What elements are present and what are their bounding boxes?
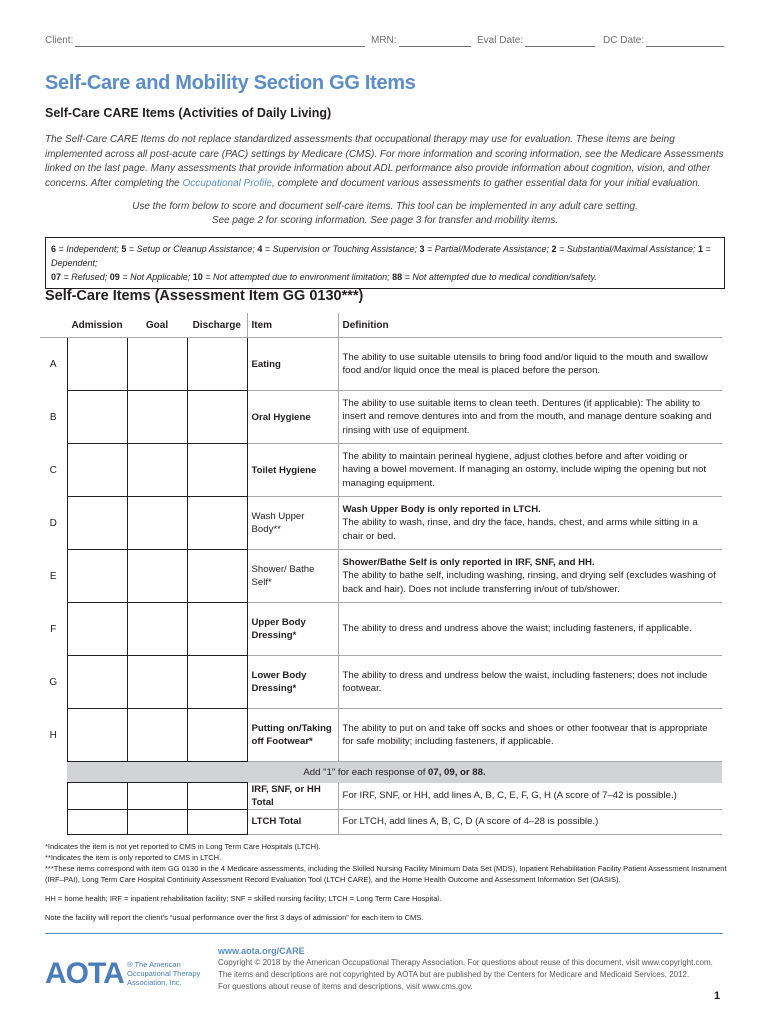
item-name: Shower/ Bathe Self*: [247, 550, 338, 603]
add-note: Add "1" for each response of 07, 09, or 88.: [67, 762, 722, 783]
row-letter: H: [49, 729, 57, 741]
aota-care-link[interactable]: www.aota.org/CARE: [218, 946, 305, 956]
col-admission: Admission: [67, 313, 127, 338]
self-care-items-table: [40, 313, 722, 835]
row-letter: A: [49, 358, 57, 370]
discharge-score-cell[interactable]: [187, 550, 247, 603]
discharge-score-cell[interactable]: [187, 709, 247, 762]
discharge-score-cell[interactable]: [187, 603, 247, 656]
goal-score-cell[interactable]: [127, 656, 187, 709]
admission-score-cell[interactable]: [67, 391, 127, 444]
table-row: [40, 603, 722, 656]
row-letter: E: [49, 570, 57, 582]
admission-total-cell[interactable]: [67, 783, 127, 810]
row-letter: D: [49, 517, 57, 529]
client-field[interactable]: Client:: [45, 35, 73, 46]
col-goal: Goal: [127, 313, 187, 338]
aota-logo-org: ® The American Occupational Therapy Association, Inc.: [127, 960, 201, 987]
total-label: LTCH Total: [247, 809, 338, 834]
admission-score-cell[interactable]: [67, 603, 127, 656]
discharge-total-cell[interactable]: [187, 783, 247, 810]
item-definition: The ability to put on and take off socks and shoes or other footwear that is appropriate for safe mobility; including fasteners, if applicable.: [338, 709, 722, 762]
total-label: IRF, SNF, or HH Total: [247, 783, 338, 810]
discharge-score-cell[interactable]: [187, 338, 247, 391]
page-subtitle: Self-Care CARE Items (Activities of Daily Living): [45, 106, 332, 120]
table-row: [40, 709, 722, 762]
goal-score-cell[interactable]: [127, 391, 187, 444]
table-header-row: [40, 313, 722, 338]
scale-line-1: 6 = Independent; 5 = Setup or Cleanup Assistance; 4 = Supervision or Touching Assistance; 3 = Partial/Moderate Assistance; 2 = Substantial/Maximal Assistance; 1 = Dependent;: [51, 244, 711, 268]
goal-score-cell[interactable]: [127, 497, 187, 550]
admission-score-cell[interactable]: [67, 338, 127, 391]
footnotes: *Indicates the item is not yet reported to CMS in Long Term Care Hospitals (LTCH). **Indicates the item is only reported to CMS in LTCH. ***These items correspond with item GG 0130 in the 4 Medicare assessments, including the Skilled Nursing Facility Minimum Data Set (MDS), Inpatient Rehabilitation Facility Patient Assessment Instrument (IRF–PAI), Long Term Care Hospital Continuity Assessment Record Evaluation Tool (LTCH CARE), and the Home Health Outcome and Assessment Information Set (OASIS). HH = home health; IRF = inpatient rehabilitation facility; SNF = skilled nursing facility; LTCH = Long Term Care Hospital. Note the facility will report the client’s “usual performance over the first 3 days of admission” for each item to CMS.: [45, 842, 727, 922]
dc-date-field[interactable]: DC Date:: [603, 35, 644, 46]
item-definition: The ability to dress and undress above the waist; including fasteners, if applicable.: [338, 603, 722, 656]
goal-total-cell[interactable]: [127, 809, 187, 834]
mrn-underline: [399, 35, 471, 47]
discharge-score-cell[interactable]: [187, 391, 247, 444]
col-discharge: Discharge: [187, 313, 247, 338]
aota-logo-mark: AOTA: [45, 957, 124, 990]
table-row: [40, 497, 722, 550]
admission-score-cell[interactable]: [67, 709, 127, 762]
total-definition: For LTCH, add lines A, B, C, D (A score of 4–28 is possible.): [338, 809, 722, 834]
occupational-profile-link[interactable]: Occupational Profile: [182, 177, 272, 189]
item-definition: Wash Upper Body is only reported in LTCH. The ability to wash, rinse, and dry the face, hands, chest, and arms while sitting in a chair or bed.: [338, 497, 722, 550]
footer-divider: [45, 933, 723, 934]
item-name: Putting on/Taking off Footwear*: [247, 709, 338, 762]
discharge-score-cell[interactable]: [187, 497, 247, 550]
goal-score-cell[interactable]: [127, 444, 187, 497]
section-title: Self-Care Items (Assessment Item GG 0130***): [45, 288, 364, 304]
total-definition: For IRF, SNF, or HH, add lines A, B, C, E, F, G, H (A score of 7–42 is possible.): [338, 783, 722, 810]
table-row: [40, 391, 722, 444]
goal-score-cell[interactable]: [127, 550, 187, 603]
item-definition: The ability to dress and undress below the waist, including fasteners; does not include footwear.: [338, 656, 722, 709]
item-definition: Shower/Bathe Self is only reported in IRF, SNF, and HH. The ability to bathe self, including washing, rinsing, and drying self (excludes washing of back and hair). Does not include transferring in/out of tub/shower.: [338, 550, 722, 603]
item-name: Toilet Hygiene: [247, 444, 338, 497]
mrn-field[interactable]: MRN:: [371, 35, 397, 46]
footer-copyright: www.aota.org/CARE Copyright © 2018 by the American Occupational Therapy Association. For questions about reuse of this document, visit www.copyright.com. The items and descriptions are not copyrighted by AOTA but are published by the Centers for Medicare and Medicaid Services, 2012. For questions about reuse of items and descriptions, visit www.cms.gov.: [218, 945, 718, 993]
usage-note: Use the form below to score and document self-care items. This tool can be implemented in any adult care setting. See page 2 for scoring information. See page 3 for transfer and mobility items.: [132, 201, 638, 226]
admission-score-cell[interactable]: [67, 656, 127, 709]
eval-date-underline: [525, 35, 595, 47]
item-name: Lower Body Dressing*: [247, 656, 338, 709]
goal-score-cell[interactable]: [127, 603, 187, 656]
row-letter: C: [49, 464, 57, 476]
total-row: [40, 809, 722, 834]
discharge-score-cell[interactable]: [187, 444, 247, 497]
row-letter: B: [49, 411, 57, 423]
table-row: [40, 444, 722, 497]
table-row: [40, 550, 722, 603]
col-item: Item: [247, 313, 338, 338]
goal-score-cell[interactable]: [127, 709, 187, 762]
dc-date-underline: [646, 35, 724, 47]
page-number: 1: [714, 990, 721, 1002]
client-underline: [75, 35, 365, 47]
scale-line-2: 07 = Refused; 09 = Not Applicable; 10 = Not attempted due to environment limitation; 88 = Not attempted due to medical condition/safety.: [51, 272, 597, 282]
admission-score-cell[interactable]: [67, 444, 127, 497]
item-name: Upper Body Dressing*: [247, 603, 338, 656]
intro-paragraph: The Self-Care CARE Items do not replace standardized assessments that occupational therapy may use for evaluation. These items are being implemented across all post-acute care (PAC) settings by Medicare (CMS). For more information and scoring information, see the Medicare Assessments linked on the last page. Many assessments that provide information about ADL performance also provide information about cognition, vision, and other concerns. After completing the Occupational Profile, complete and document various assessments to gather essential data for your initial evaluation.: [45, 134, 724, 189]
discharge-total-cell[interactable]: [187, 809, 247, 834]
aota-logo: [45, 957, 215, 997]
row-letter: F: [50, 623, 57, 635]
admission-score-cell[interactable]: [67, 497, 127, 550]
admission-score-cell[interactable]: [67, 550, 127, 603]
scoring-scale-box: [45, 237, 725, 289]
table-row: [40, 338, 722, 391]
total-row: [40, 783, 722, 810]
eval-date-field[interactable]: Eval Date:: [477, 35, 523, 46]
goal-total-cell[interactable]: [127, 783, 187, 810]
item-name: Oral Hygiene: [247, 391, 338, 444]
item-definition: The ability to use suitable utensils to bring food and/or liquid to the mouth and swallow food and/or liquid once the meal is placed before the person.: [338, 338, 722, 391]
admission-total-cell[interactable]: [67, 809, 127, 834]
item-name: Eating: [247, 338, 338, 391]
item-definition: The ability to maintain perineal hygiene, adjust clothes before and after voiding or having a bowel movement. If managing an ostomy, include wiping the opening but not managing equipment.: [338, 444, 722, 497]
goal-score-cell[interactable]: [127, 338, 187, 391]
discharge-score-cell[interactable]: [187, 656, 247, 709]
item-definition: The ability to use suitable items to clean teeth. Dentures (if applicable): The ability to insert and remove dentures into and from the mouth, and manage denture soaking and rinsing with use of equipment.: [338, 391, 722, 444]
item-name: Wash Upper Body**: [247, 497, 338, 550]
row-letter: G: [49, 676, 58, 688]
page-title: Self-Care and Mobility Section GG Items: [45, 72, 416, 94]
table-row: [40, 656, 722, 709]
col-definition: Definition: [338, 313, 722, 338]
add-note-row: [40, 762, 722, 783]
